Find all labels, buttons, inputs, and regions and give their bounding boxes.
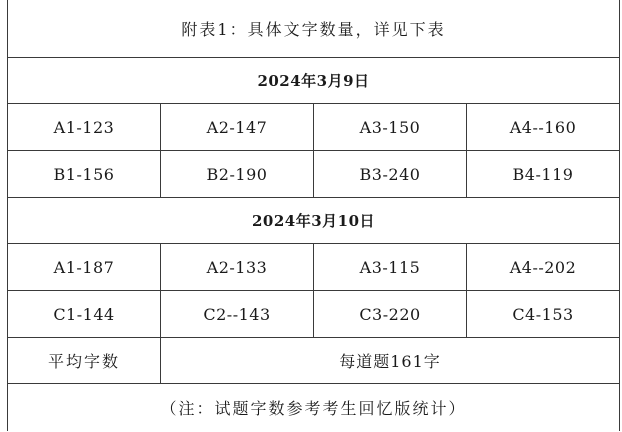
table-row: [8, 151, 620, 198]
date-heading-day2: 2024年3月10日: [8, 198, 620, 244]
date-row-day2: [8, 198, 620, 244]
table-row: [8, 104, 620, 151]
table-cell: A3-150: [314, 104, 467, 151]
note-row: [8, 384, 620, 432]
table-cell: A2-147: [161, 104, 314, 151]
date-row-day1: [8, 58, 620, 104]
table-title-row: [8, 0, 620, 58]
table-cell: A4--202: [467, 244, 620, 291]
table-cell: B3-240: [314, 151, 467, 198]
table-cell: C2--143: [161, 291, 314, 338]
table-cell: C1-144: [8, 291, 161, 338]
average-label: 平均字数: [8, 338, 161, 384]
table-cell: B1-156: [8, 151, 161, 198]
table-cell: A1-123: [8, 104, 161, 151]
word-count-table: [7, 0, 620, 431]
average-row: [8, 338, 620, 384]
table-cell: B2-190: [161, 151, 314, 198]
table-row: [8, 291, 620, 338]
average-value: 每道题161字: [161, 338, 620, 384]
table-note: （注：试题字数参考考生回忆版统计）: [8, 384, 620, 432]
table-title: 附表1：具体文字数量，详见下表: [8, 0, 620, 58]
table-cell: C4-153: [467, 291, 620, 338]
table-cell: A3-115: [314, 244, 467, 291]
table-cell: A1-187: [8, 244, 161, 291]
table-row: [8, 244, 620, 291]
table-cell: A4--160: [467, 104, 620, 151]
date-heading-day1: 2024年3月9日: [8, 58, 620, 104]
table-cell: B4-119: [467, 151, 620, 198]
table-cell: C3-220: [314, 291, 467, 338]
table-cell: A2-133: [161, 244, 314, 291]
